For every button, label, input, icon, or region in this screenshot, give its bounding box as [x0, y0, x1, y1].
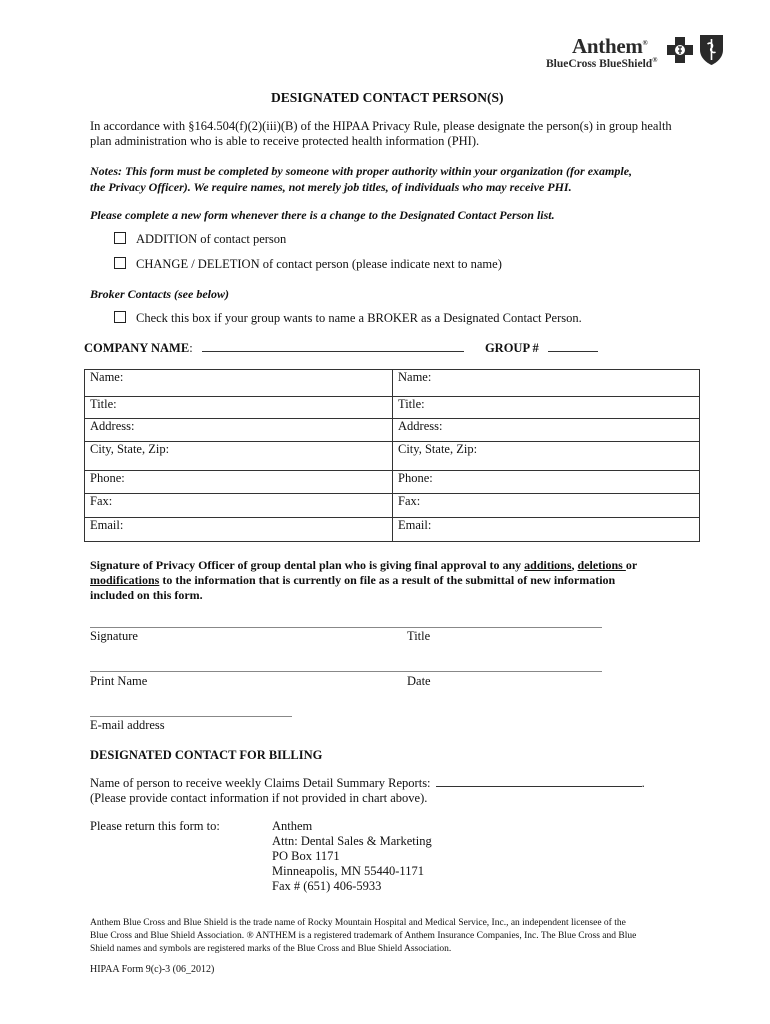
broker-label: Check this box if your group wants to name a BROKER as a Designated Contact Person.	[136, 311, 582, 325]
change-deletion-label: CHANGE / DELETION of contact person (please indicate next to name)	[136, 257, 502, 271]
logo-sub-reg-mark: ®	[652, 56, 658, 64]
email-address-line[interactable]	[90, 716, 292, 717]
table-row	[85, 397, 700, 419]
contact-1-phone-cell[interactable]: Phone:	[85, 471, 393, 494]
signature-label: Signature	[90, 629, 138, 643]
contact-2-email-cell[interactable]: Email:	[393, 518, 700, 542]
statement-comma: ,	[571, 558, 578, 572]
form-title: DESIGNATED CONTACT PERSON(S)	[271, 90, 504, 105]
table-row	[85, 471, 700, 494]
statement-line-3: included on this form.	[90, 588, 203, 602]
notes-line-1: Notes: This form must be completed by someone with proper authority within your organization (for example,	[90, 164, 633, 178]
group-number-label: GROUP #	[484, 341, 539, 355]
contact-table	[84, 369, 700, 542]
broker-heading: Broker Contacts (see below)	[90, 287, 229, 301]
group-number-field[interactable]	[548, 341, 598, 352]
contact-2-city-cell[interactable]: City, State, Zip:	[393, 442, 700, 471]
option-broker[interactable]	[114, 311, 582, 326]
contact-2-address-cell[interactable]: Address:	[393, 419, 700, 442]
statement-or: or	[625, 558, 638, 572]
table-row	[85, 518, 700, 542]
contact-1-name-cell[interactable]: Name:	[85, 370, 393, 397]
signature-statement	[90, 558, 637, 603]
return-address-line: Fax # (651) 406-5933	[272, 879, 382, 893]
addition-checkbox[interactable]	[114, 232, 126, 244]
statement-part-1: Signature of Privacy Officer of group dental plan who is giving final approval to any	[90, 558, 525, 572]
statement-additions: additions	[524, 558, 572, 572]
statement-part-2: to the information that is currently on file as a result of the submittal of new information	[159, 573, 616, 587]
anthem-logo	[546, 34, 658, 70]
contact-1-address-cell[interactable]: Address:	[85, 419, 393, 442]
contact-1-city-cell[interactable]: City, State, Zip:	[85, 442, 393, 471]
return-address-line: Minneapolis, MN 55440-1171	[272, 864, 424, 878]
table-row	[85, 419, 700, 442]
contact-1-email-cell[interactable]: Email:	[85, 518, 393, 542]
table-row	[85, 442, 700, 471]
intro-line-2: plan administration who is able to receive protected health information (PHI).	[90, 134, 480, 148]
billing-period: .	[641, 776, 645, 790]
new-form-note: Please complete a new form whenever there is a change to the Designated Contact Person list.	[90, 208, 555, 222]
logo-subtitle: BlueCross BlueShield	[546, 57, 653, 70]
print-name-label: Print Name	[90, 674, 148, 688]
disclaimer-line-3: Shield names and symbols are registered marks of the Blue Cross and Blue Shield Association.	[90, 944, 452, 954]
billing-heading: DESIGNATED CONTACT FOR BILLING	[90, 748, 323, 762]
billing-name-label: Name of person to receive weekly Claims Detail Summary Reports:	[90, 776, 431, 790]
contact-1-title-cell[interactable]: Title:	[85, 397, 393, 419]
return-label: Please return this form to:	[90, 819, 220, 833]
company-name-label: COMPANY NAME	[84, 341, 190, 355]
date-label: Date	[407, 674, 431, 688]
company-colon: :	[189, 341, 193, 355]
contact-2-title-cell[interactable]: Title:	[393, 397, 700, 419]
table-row	[85, 494, 700, 518]
broker-checkbox[interactable]	[114, 311, 126, 323]
table-row	[85, 370, 700, 397]
option-change-deletion[interactable]	[114, 257, 502, 272]
notes-line-2: the Privacy Officer). We require names, not merely job titles, of individuals who may receive PHI.	[90, 180, 572, 194]
billing-line-1	[90, 776, 645, 791]
form-id: HIPAA Form 9(c)-3 (06_2012)	[90, 964, 215, 975]
logo-reg-mark: ®	[642, 39, 648, 47]
print-name-date-line[interactable]	[90, 671, 602, 672]
blue-cross-icon	[666, 36, 694, 64]
company-name-field[interactable]	[202, 341, 464, 352]
return-address-line: Anthem	[272, 819, 313, 833]
intro-line-1: In accordance with §164.504(f)(2)(iii)(B) of the HIPAA Privacy Rule, please designate the person(s) in group health	[90, 119, 672, 133]
contact-2-fax-cell[interactable]: Fax:	[393, 494, 700, 518]
billing-name-field[interactable]	[436, 776, 642, 787]
contact-2-phone-cell[interactable]: Phone:	[393, 471, 700, 494]
signature-title-line[interactable]	[90, 627, 602, 628]
company-row	[84, 341, 598, 356]
logo-brand: Anthem	[572, 34, 643, 58]
email-address-label: E-mail address	[90, 718, 165, 732]
return-address-line: PO Box 1171	[272, 849, 340, 863]
disclaimer-line-1: Anthem Blue Cross and Blue Shield is the trade name of Rocky Mountain Hospital and Medical Service, Inc., an independent licensee of the	[90, 918, 626, 928]
title-label: Title	[407, 629, 431, 643]
disclaimer-line-2: Blue Cross and Blue Shield Association. ® ANTHEM is a registered trademark of Anthem Insurance Companies, Inc. The Blue Cross and Blue	[90, 931, 637, 941]
billing-line-2: (Please provide contact information if not provided in chart above).	[90, 791, 428, 805]
contact-1-fax-cell[interactable]: Fax:	[85, 494, 393, 518]
addition-label: ADDITION of contact person	[136, 232, 287, 246]
contact-2-name-cell[interactable]: Name:	[393, 370, 700, 397]
statement-deletions: deletions	[577, 558, 626, 572]
change-deletion-checkbox[interactable]	[114, 257, 126, 269]
option-addition[interactable]	[114, 232, 286, 247]
blue-shield-icon	[698, 33, 725, 66]
disclaimer	[90, 917, 636, 956]
statement-modifications: modifications	[90, 573, 160, 587]
return-address-line: Attn: Dental Sales & Marketing	[272, 834, 432, 848]
return-address	[272, 819, 432, 894]
